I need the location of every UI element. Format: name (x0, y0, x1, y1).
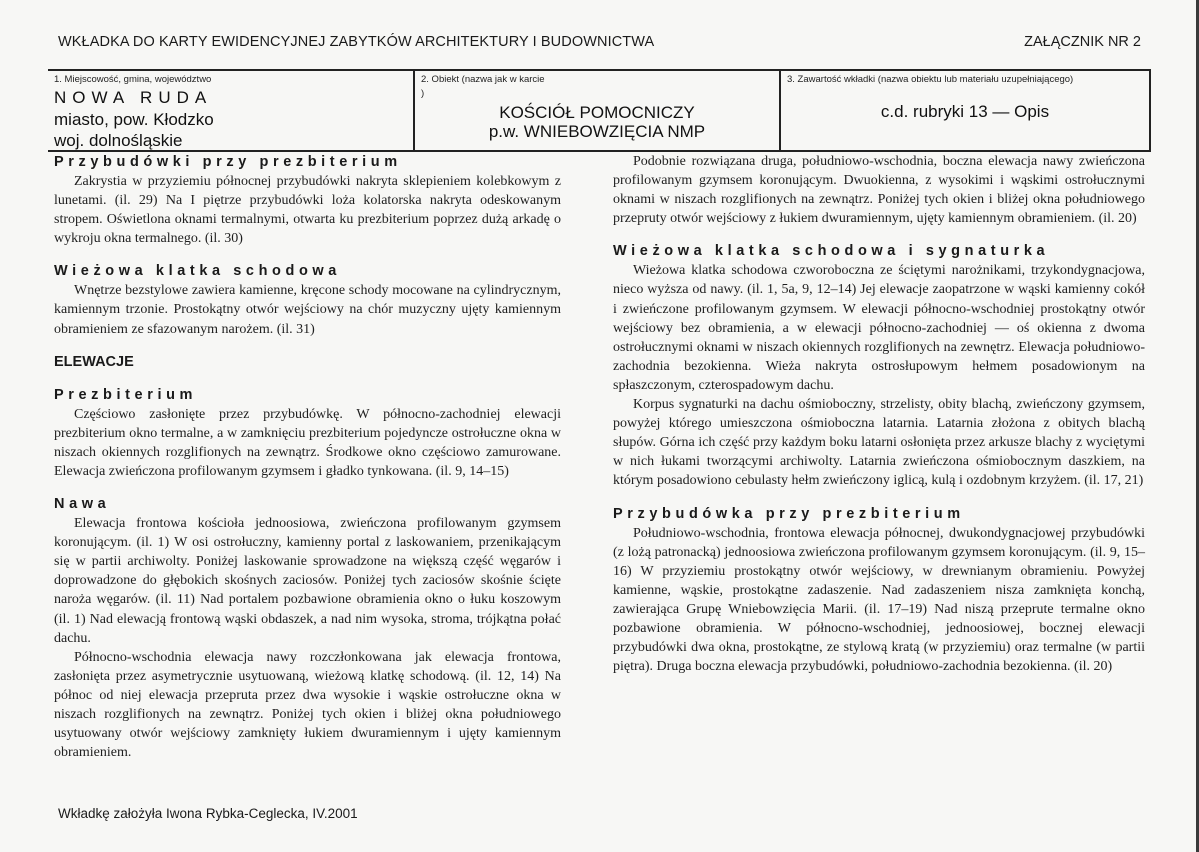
paragraph: Zakrystia w przyziemiu północnej przybudówki nakryta sklepieniem kolebkowym z lunetami. (il. 29) Na I piętrze przybudówki loża kolatorska nakryta odeskowanym stropem. Oświetlona oknami termalnymi, otwarta ku prezbiterium poprzez dużą arkadę o wykroju okna termalnego. (il. 30) (54, 174, 561, 247)
paragraph: Częściowo zasłonięte przez przybudówkę. W północno-zachodniej elewacji prezbiterium okno termalne, a w zamknięciu prezbiterium pojedyncze ostrołuczne okna w niszach okiennych rozglifionych na zewnątrz. Środkowe okno częściowo zamurowane. Elewacja zwieńczona profilowanym gzymsem i gładko tynkowana. (il. 9, 14–15) (54, 406, 561, 479)
box1-county: miasto, pow. Kłodzko (54, 110, 214, 129)
paragraph: Podobnie rozwiązana druga, południowo-wschodnia, boczna elewacja nawy zwieńczona profilowanym gzymsem koronującym. Dwuokienna, z wysokimi i wąskimi ostrołucznymi oknami w niszach rozglifionych na zewnątrz. Poniżej tych okien i bliżej okna południowego przepruty otwór wejściowy z łukiem dwuramiennym, ujęty kamiennym obramieniem. (il. 20) (613, 154, 1145, 227)
paragraph: Północno-wschodnia elewacja nawy rozczłonkowana jak elewacja frontowa, zasłonięta przez asymetrycznie usytuowaną, wieżową klatkę schodową. (il. 12, 14) Na północ od niej elewacja przepruta przez dwa wysokie i wąskie ostrołuczne okna w niszach rozglifionych na zewnątrz. Poniżej tych okien i bliżej okna południowego usytuowany otwór wejściowy zamknięty łukiem dwuramiennym i ujęty kamiennym obramieniem. (54, 649, 561, 761)
left-column (54, 152, 561, 762)
document-title: WKŁADKA DO KARTY EWIDENCYJNEJ ZABYTKÓW ARCHITEKTURY I BUDOWNICTWA (58, 34, 655, 50)
box1-voivodeship: woj. dolnośląskie (54, 131, 183, 150)
box3-content: c.d. rubryki 13 — Opis (880, 102, 1050, 121)
header-table-top-line (48, 69, 1151, 71)
paragraph: Wnętrze bezstylowe zawiera kamienne, kręcone schody mocowane na cylindrycznym, kamiennym trzonie. Prostokątny otwór wejściowy na chór muzyczny ujęty kamiennym obramieniem ze sfazowanym narożem. (il. 31) (54, 283, 561, 337)
right-column (613, 152, 1145, 676)
section-heading-stair-tower-turret: Wieżowa klatka schodowa i sygnaturka (613, 243, 1050, 260)
box2-label-cont: ) (421, 88, 425, 99)
attachment-number: ZAŁĄCZNIK NR 2 (1024, 34, 1141, 50)
paragraph: Korpus sygnaturki na dachu ośmioboczny, strzelisty, obity blachą, zwieńczony gzymsem, powyżej którego umieszczona ośmioboczna latarnia. Latarnia złożona z obitych blachą słupów. Górna ich część przy każdym boku latarni osłonięta przez arkusze blachy z wyciętymi w nich łukami tworzącymi archiwolty. Latarnia zwieńczona ośmiobocznym daszkiem, na którym posadowiono cebulasty hełm zwieńczony iglicą, kulą i ozdobnym krzyżem. (il. 17, 21) (613, 397, 1145, 489)
paragraph: Elewacja frontowa kościoła jednoosiowa, zwieńczona profilowanym gzymsem koronującym. (il. 1) W osi ostrołuczny, kamienny portal z laskowaniem, przenikającym się w partii archiwolty. Poniżej laskowanie sprowadzone na większą część węgarów i doprowadzone do głębokich skośnych zaciosów. Poniżej tych zaciosów skośnie ścięte naroża węgarów. (il. 11) Nad portalem pozbawione obramienia okno o łuku koszowym (il. 1) Nad elewacją frontową wąski obdaszek, a nad nim wysoka, stroma, trójkątna połać dachu. (54, 516, 561, 646)
box1-town: NOWA RUDA (54, 88, 213, 107)
paragraph: Wieżowa klatka schodowa czworoboczna ze ściętymi narożnikami, trzykondygnacjowa, nieco wyższa od nawy. (il. 1, 5a, 9, 12–14) Jej elewacje zaopatrzone w wąski kamienny cokół i zwieńczone profilowanym gzymsem. W elewacji północno-wschodniej prostokątny otwór wejściowy bez obramienia, a w elewacji północno-zachodniej — oś okienna z dwoma ostrołucznymi oknami w niszach okiennych rozglifionych na zewnętrz. Elewacja południowo-zachodnia bezokienna. Wieża nakryta ostrosłupowym hełmem posadowionym na spłaszczonym, czterospadowym dachu. (613, 263, 1145, 393)
author-footer: Wkładkę założyła Iwona Rybka-Ceglecka, IV.2001 (58, 806, 358, 821)
box2-dedication: p.w. WNIEBOWZIĘCIA NMP (488, 122, 706, 141)
box2-label: 2. Obiekt (nazwa jak w karcie (421, 74, 545, 85)
section-heading-stair-tower: Wieżowa klatka schodowa (54, 263, 341, 280)
section-heading-elevations: ELEWACJE (54, 353, 134, 370)
section-heading-nave: Nawa (54, 496, 111, 513)
section-heading-presbytery-annex: Przybudówka przy prezbiterium (613, 505, 965, 522)
paragraph: Południowo-wschodnia, frontowa elewacja północnej, dwukondygnacjowej przybudówki (z lożą patronacką) jednoosiowa zwieńczona profilowanym gzymsem koronującym. (il. 9, 15–16) W przyziemiu prostokątny otwór wejściowy, w drewnianym obramieniu. Powyżej kamienne, wąskie, prostokątne zadaszenie. Nad zadaszeniem nisza zamknięta konchą, zawierająca Grupę Wniebowzięcia Marii. (il. 17–19) Nad niszą przeprute termalne okno pozbawione obramienia. W północno-wschodniej, jednoosiowej, bocznej elewacji przybudówki dwa okna, prostokątne, ze stylową kratą (w przyziemiu) oraz termalne (w partii piętra). Druga boczna elewacja przybudówki, południowo-zachodnia bezokienna. (il. 20) (613, 525, 1145, 675)
section-heading-presbytery: Prezbiterium (54, 386, 198, 403)
box2-object-name: KOŚCIÓŁ POMOCNICZY (499, 103, 695, 122)
box-divider-right (1149, 69, 1151, 152)
box1-label: 1. Miejscowość, gmina, województwo (54, 74, 212, 85)
section-heading-annexes: Przybudówki przy prezbiterium (54, 154, 402, 170)
box3-label: 3. Zawartość wkładki (nazwa obiektu lub materiału uzupełniającego) (787, 74, 1074, 85)
